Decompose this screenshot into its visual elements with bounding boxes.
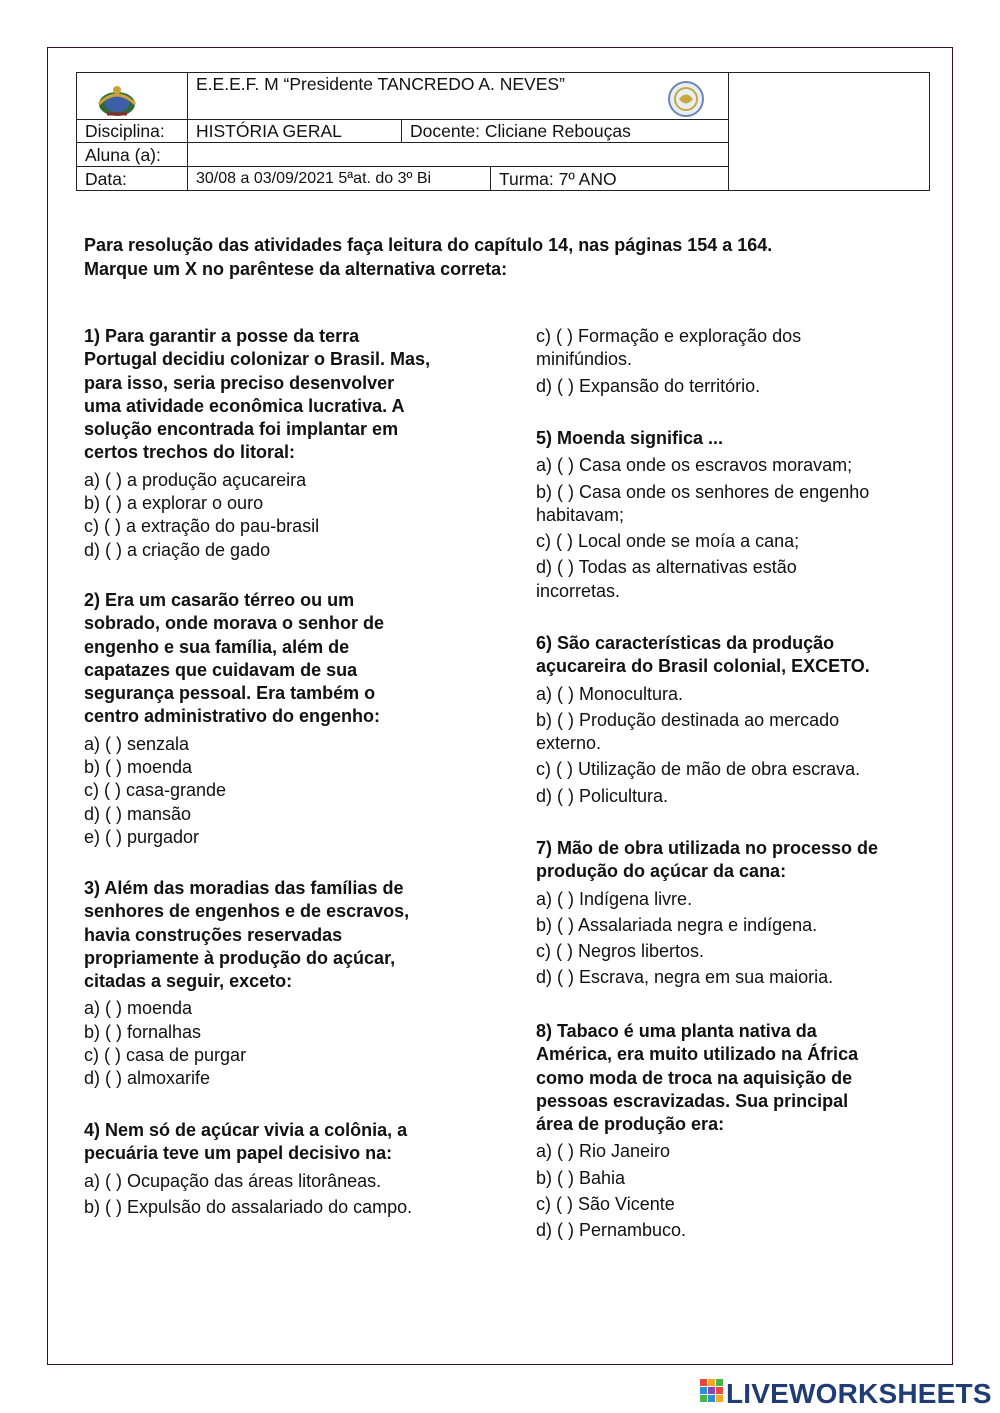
answer-option[interactable]: a) ( ) Rio Janeiro — [536, 1141, 671, 1162]
answer-option[interactable]: a) ( ) a produção açucareira — [84, 469, 307, 490]
question-3 — [84, 877, 476, 1091]
question-text: área de produção era: — [536, 1114, 725, 1135]
answer-option[interactable]: b) ( ) moenda — [84, 757, 193, 778]
answer-option[interactable]: d) ( ) Policultura. — [536, 785, 669, 806]
answer-option-continued: externo. — [536, 733, 602, 754]
seal-icon — [662, 80, 710, 118]
question-text: certos trechos do litoral: — [84, 442, 296, 463]
answer-option[interactable]: c) ( ) Local onde se moía a cana; — [536, 531, 800, 552]
answer-option-continued: habitavam; — [536, 504, 625, 525]
liveworksheets-logo-icon — [700, 1379, 724, 1403]
instructions — [84, 233, 772, 281]
answer-option[interactable]: b) ( ) a explorar o ouro — [84, 493, 264, 514]
question-text: como moda de troca na aquisição de — [536, 1067, 853, 1088]
answer-option[interactable]: b) ( ) Bahia — [536, 1167, 626, 1188]
instructions-line: Marque um X no parêntese da alternativa correta: — [84, 259, 508, 279]
question-text: 3) Além das moradias das famílias de — [84, 878, 404, 898]
question-text: açucareira do Brasil colonial, EXCETO. — [536, 656, 870, 677]
turma: Turma: 7º ANO — [499, 169, 617, 189]
answer-option[interactable]: b) ( ) Casa onde os senhores de engenho — [536, 481, 870, 502]
question-text: produção do açúcar da cana: — [536, 861, 787, 882]
answer-option-continued: minifúndios. — [536, 349, 633, 370]
answer-option[interactable]: d) ( ) Escrava, negra em sua maioria. — [536, 967, 834, 988]
question-text: havia construções reservadas — [84, 924, 343, 945]
answer-option[interactable]: a) ( ) senzala — [84, 733, 190, 754]
disciplina-label: Disciplina: — [85, 121, 165, 141]
answer-option[interactable]: d) ( ) almoxarife — [84, 1068, 211, 1089]
answer-option[interactable]: b) ( ) Produção destinada ao mercado — [536, 709, 840, 730]
question-text: 2) Era um casarão térreo ou um — [84, 590, 355, 610]
answer-option[interactable]: d) ( ) Pernambuco. — [536, 1220, 687, 1241]
aluna-label: Aluna (a): — [85, 145, 161, 165]
question-text: 6) São características da produção — [536, 633, 835, 653]
question-text: sobrado, onde morava o senhor de — [84, 613, 385, 634]
disciplina-value: HISTÓRIA GERAL — [196, 121, 342, 141]
question-2 — [84, 589, 476, 849]
watermark-text: LIVEWORKSHEETS — [726, 1378, 992, 1409]
header-divider — [187, 72, 188, 191]
school-crest-icon — [93, 82, 141, 120]
question-text: uma atividade econômica lucrativa. A — [84, 395, 405, 416]
question-text: 8) Tabaco é uma planta nativa da — [536, 1021, 817, 1041]
answer-option[interactable]: c) ( ) São Vicente — [536, 1194, 675, 1215]
answer-option[interactable]: b) ( ) Assalariada negra e indígena. — [536, 914, 818, 935]
question-text: 4) Nem só de açúcar vivia a colônia, a — [84, 1120, 408, 1140]
answer-option[interactable]: b) ( ) Expulsão do assalariado do campo. — [84, 1196, 413, 1217]
header-divider — [76, 166, 728, 167]
question-text: engenho e sua família, além de — [84, 636, 350, 657]
question-6 — [536, 632, 928, 808]
school-name: E.E.E.F. M “Presidente TANCREDO A. NEVES” — [196, 74, 565, 94]
question-text: centro administrativo do engenho: — [84, 706, 381, 727]
answer-option-continued: incorretas. — [536, 580, 621, 601]
answer-option[interactable]: c) ( ) casa-grande — [84, 780, 227, 801]
question-text: para isso, seria preciso desenvolver — [84, 372, 395, 393]
header-divider — [76, 119, 728, 120]
question-text: segurança pessoal. Era também o — [84, 683, 376, 704]
header-divider — [76, 142, 728, 143]
data-label: Data: — [85, 169, 127, 189]
data-value: 30/08 a 03/09/2021 5ªat. do 3º Bi — [196, 170, 432, 187]
answer-option[interactable]: a) ( ) Indígena livre. — [536, 888, 693, 909]
answer-option[interactable]: c) ( ) a extração do pau-brasil — [84, 516, 320, 537]
instructions-line: Para resolução das atividades faça leitura do capítulo 14, nas páginas 154 a 164. — [84, 235, 773, 255]
question-4-continued — [536, 325, 928, 398]
question-5 — [536, 427, 928, 603]
answer-option[interactable]: a) ( ) Ocupação das áreas litorâneas. — [84, 1170, 382, 1191]
answer-option[interactable]: a) ( ) Monocultura. — [536, 683, 684, 704]
answer-option[interactable]: d) ( ) mansão — [84, 803, 192, 824]
question-text: 1) Para garantir a posse da terra — [84, 326, 360, 346]
question-text: pecuária teve um papel decisivo na: — [84, 1143, 393, 1164]
question-8 — [536, 1020, 928, 1243]
question-text: Portugal decidiu colonizar o Brasil. Mas, — [84, 349, 431, 370]
docente: Docente: Cliciane Rebouças — [410, 121, 631, 141]
answer-option[interactable]: a) ( ) Casa onde os escravos moravam; — [536, 455, 853, 476]
answer-option[interactable]: d) ( ) Todas as alternativas estão — [536, 557, 797, 578]
question-text: senhores de engenhos e de escravos, — [84, 901, 410, 922]
answer-option[interactable]: d) ( ) Expansão do território. — [536, 375, 761, 396]
question-7 — [536, 837, 928, 990]
question-text: 7) Mão de obra utilizada no processo de — [536, 838, 879, 858]
header-divider — [490, 166, 491, 191]
answer-option[interactable]: c) ( ) Negros libertos. — [536, 941, 705, 962]
question-text: 5) Moenda significa ... — [536, 428, 724, 448]
question-text: América, era muito utilizado na África — [536, 1044, 859, 1065]
answer-option[interactable]: e) ( ) purgador — [84, 826, 200, 847]
question-1 — [84, 325, 476, 562]
answer-option[interactable]: c) ( ) casa de purgar — [84, 1045, 247, 1066]
question-text: propriamente à produção do açúcar, — [84, 947, 396, 968]
header-divider — [401, 119, 402, 142]
question-text: capatazes que cuidavam de sua — [84, 659, 358, 680]
question-4 — [84, 1119, 484, 1219]
answer-option[interactable]: b) ( ) fornalhas — [84, 1021, 202, 1042]
answer-option[interactable]: d) ( ) a criação de gado — [84, 539, 271, 560]
question-text: solução encontrada foi implantar em — [84, 419, 399, 440]
answer-option[interactable]: a) ( ) moenda — [84, 998, 193, 1019]
question-text: citadas a seguir, exceto: — [84, 971, 293, 992]
header-divider — [728, 72, 729, 191]
question-text: pessoas escravizadas. Sua principal — [536, 1090, 849, 1111]
answer-option[interactable]: c) ( ) Formação e exploração dos — [536, 326, 802, 346]
answer-option[interactable]: c) ( ) Utilização de mão de obra escrava. — [536, 759, 861, 780]
